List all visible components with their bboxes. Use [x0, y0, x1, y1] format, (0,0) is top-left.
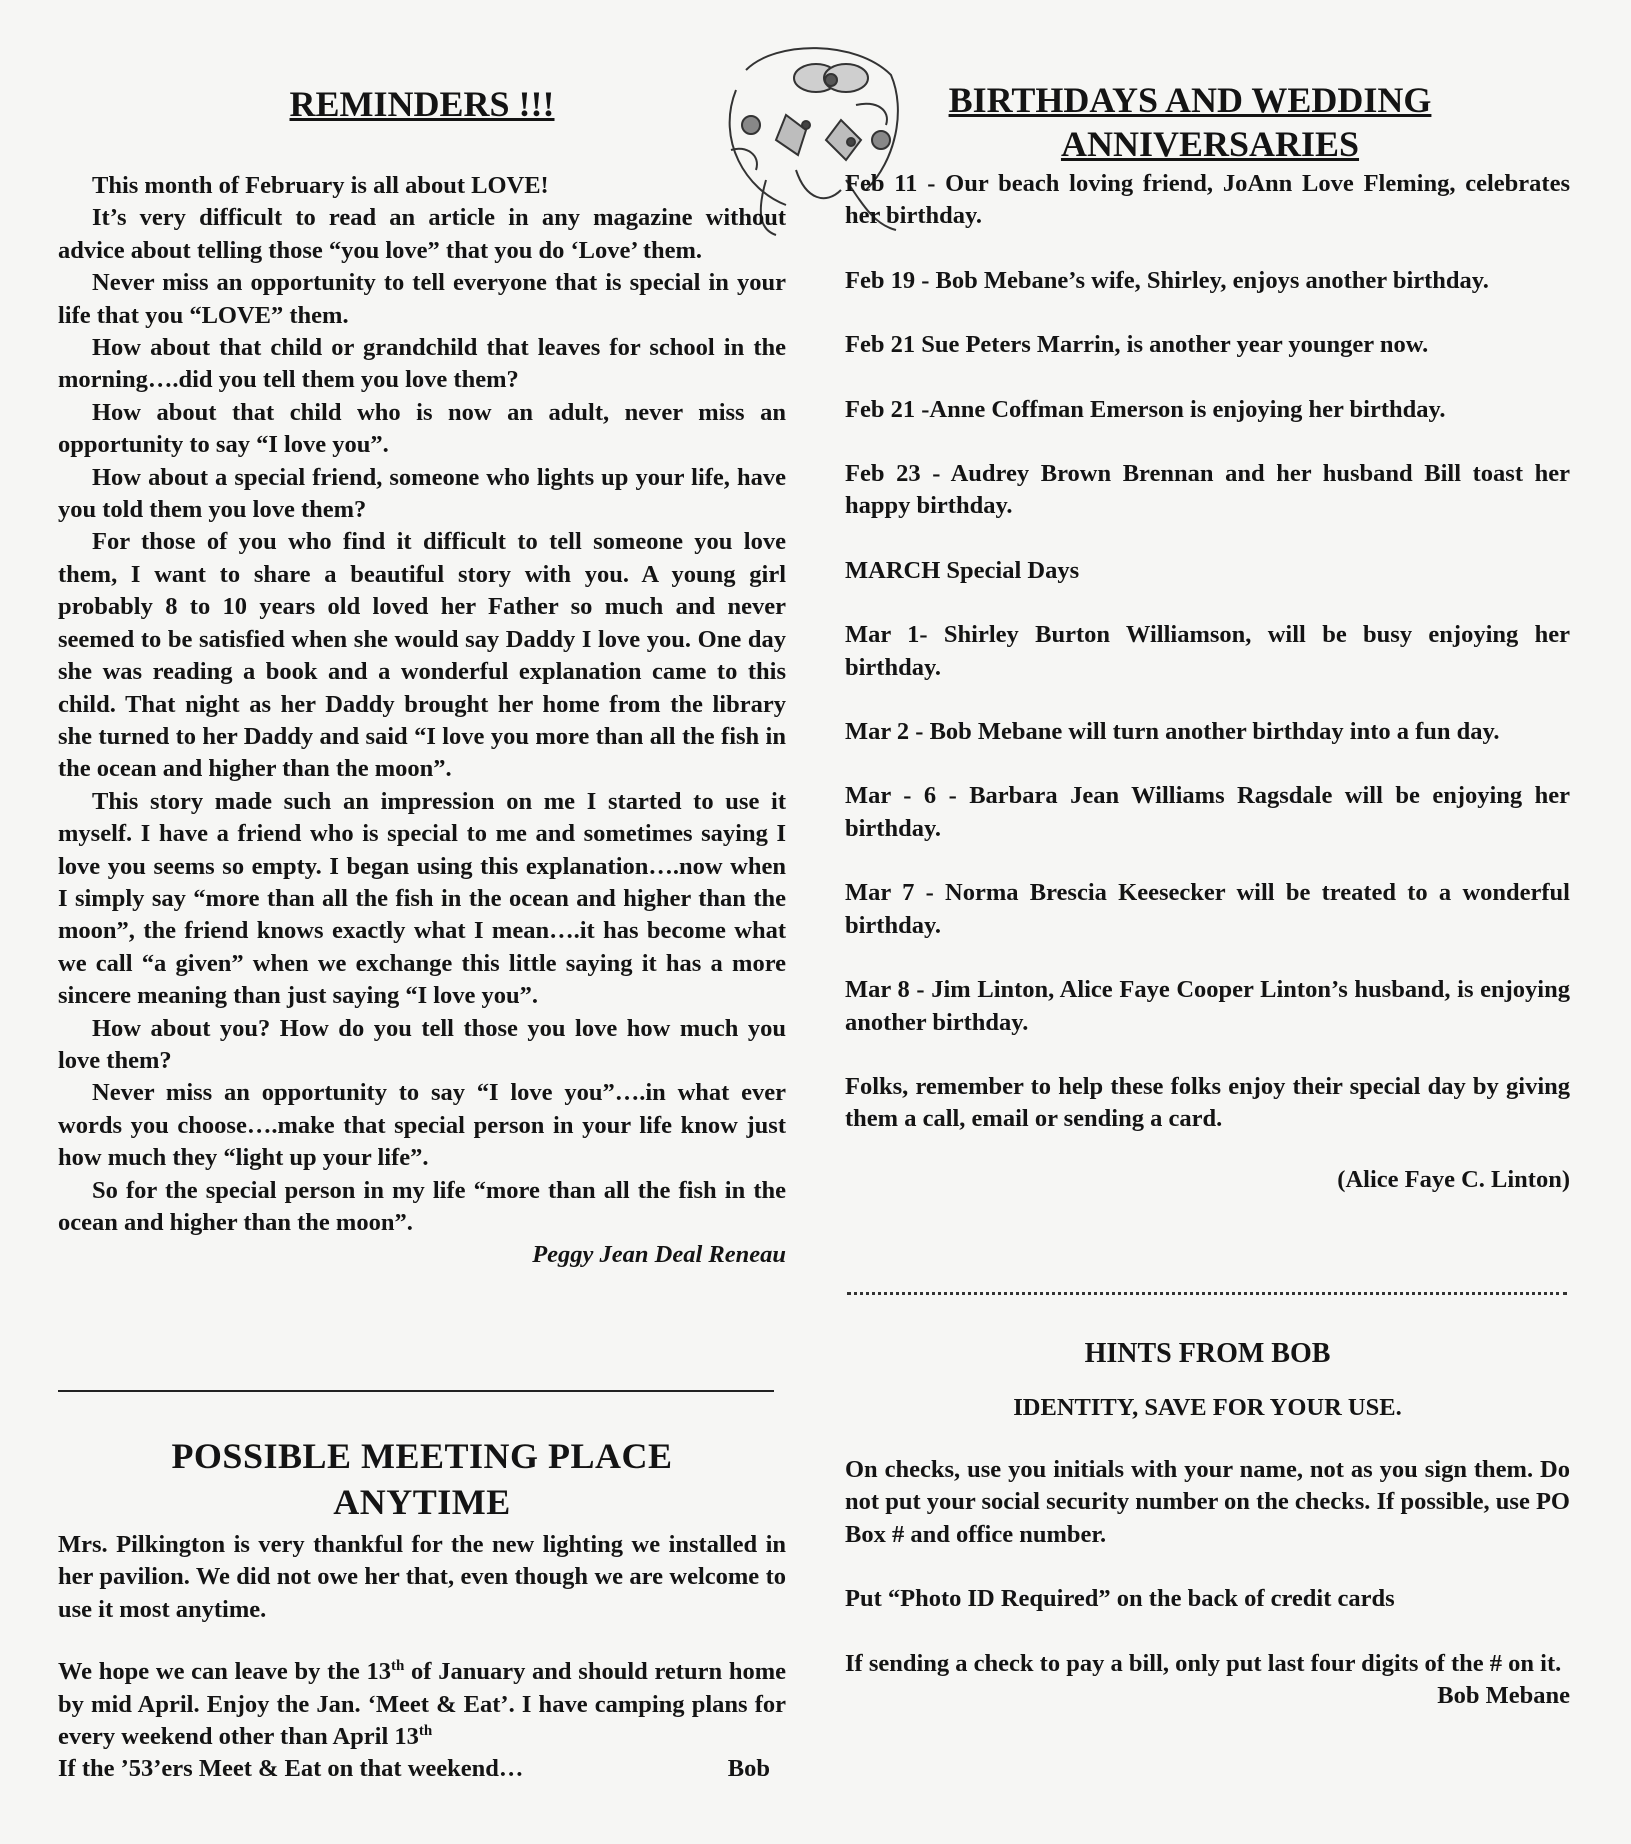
- hints-title: HINTS FROM BOB: [1084, 1338, 1331, 1369]
- birthday-list: [845, 168, 1570, 1194]
- meeting-paragraph-2: [58, 1656, 786, 1753]
- divider: [58, 1390, 774, 1392]
- reminders-paragraph: How about a special friend, someone who lights up your life, have you told them you love them?: [58, 463, 786, 524]
- birthdays-signature: (Alice Faye C. Linton): [1337, 1165, 1570, 1193]
- meeting-last-line: [58, 1753, 786, 1785]
- meeting-title-2: ANYTIME: [333, 1482, 511, 1522]
- birthday-entry: Feb 23 - Audrey Brown Brennan and her husband Bill toast her happy birthday.: [845, 460, 1570, 520]
- ordinal-suffix: th: [418, 1722, 433, 1739]
- birthday-entry: Feb 11 - Our beach loving friend, JoAnn Love Fleming, celebrates her birthday.: [845, 170, 1570, 230]
- birthdays-heading: [895, 78, 1485, 166]
- reminders-paragraph: It’s very difficult to read an article in any magazine without advice about telling those “you love” that you do ‘Love’ them.: [58, 204, 786, 264]
- reminders-paragraph: For those of you who find it difficult to tell someone you love them, I want to share a beautiful story with you. A young girl probably 8 to 10 years old loved her Father so much and never seemed to be satisfied when she would say Daddy I love you. One day she was reading a book and a wonderful explanation came to this child. That night as her Daddy brought her home from the library she turned to her Daddy and said “I love you more than all the fish in the ocean and higher than the moon”.: [58, 528, 786, 783]
- hint-item: If sending a check to pay a bill, only put last four digits of the # on it.: [845, 1649, 1562, 1677]
- ordinal-suffix: th: [390, 1658, 405, 1675]
- birthday-entry: Mar - 6 - Barbara Jean Williams Ragsdale will be enjoying her birthday.: [845, 782, 1570, 842]
- reminders-paragraph: How about that child or grandchild that leaves for school in the morning….did you tell them you love them?: [58, 334, 786, 394]
- birthday-entry: Feb 19 - Bob Mebane’s wife, Shirley, enjoys another birthday.: [845, 266, 1489, 294]
- birthday-entry: Mar 2 - Bob Mebane will turn another birthday into a fun day.: [845, 718, 1500, 746]
- birthday-entry: Mar 1- Shirley Burton Williamson, will be busy enjoying her birthday.: [845, 621, 1570, 681]
- reminders-paragraph: Never miss an opportunity to tell everyone that is special in your life that you “LOVE” them.: [58, 269, 786, 329]
- meeting-text: We hope we can leave by the 13: [58, 1658, 391, 1686]
- reminders-paragraph: This month of February is all about LOVE!: [92, 172, 549, 199]
- reminders-paragraph: Never miss an opportunity to say “I love you”….in what ever words you choose….make that special person in your life know just how much they “light up your life”.: [58, 1079, 786, 1172]
- reminders-body: [58, 170, 786, 1269]
- birthday-entry: Feb 21 Sue Peters Marrin, is another year younger now.: [845, 331, 1429, 359]
- birthday-entry: Feb 21 -Anne Coffman Emerson is enjoying her birthday.: [845, 395, 1446, 423]
- birthday-entry: Mar 7 - Norma Brescia Keesecker will be treated to a wonderful birthday.: [845, 879, 1570, 939]
- hints-section: [845, 1338, 1570, 1710]
- meeting-section: [58, 1433, 786, 1786]
- reminders-paragraph: How about you? How do you tell those you love how much you love them?: [58, 1014, 786, 1074]
- reminders-title: REMINDERS !!!: [289, 84, 555, 124]
- dotted-divider: [847, 1292, 1567, 1295]
- birthdays-title: BIRTHDAYS AND WEDDING: [948, 80, 1432, 120]
- hints-signature: Bob Mebane: [1437, 1682, 1570, 1710]
- birthdays-title-2: ANNIVERSARIES: [1060, 124, 1360, 164]
- meeting-signature: Bob: [727, 1755, 770, 1783]
- reminders-paragraph: This story made such an impression on me I started to use it myself. I have a friend who is special to me and sometimes saying I love you seems so empty. I began using this explanation….now when I simply say “more than all the fish in the ocean and higher than the moon”, the friend knows exactly what I mean….it has become what we call “a given” when we exchange this little saying it has a more sincere meaning than just saying “I love you”.: [58, 787, 786, 1010]
- march-heading: MARCH Special Days: [845, 556, 1080, 584]
- meeting-text: of January and should return home by mid April. Enjoy the Jan. ‘Meet & Eat’. I have camping plans for every weekend other than April 13: [58, 1658, 786, 1751]
- hint-item: Put “Photo ID Required” on the back of credit cards: [845, 1585, 1395, 1613]
- hints-subtitle: IDENTITY, SAVE FOR YOUR USE.: [1013, 1394, 1402, 1421]
- hint-item: On checks, use you initials with your name, not as you sign them. Do not put your social security number on the checks. If possible, use PO Box # and office number.: [845, 1456, 1570, 1548]
- birthday-entry: Mar 8 - Jim Linton, Alice Faye Cooper Linton’s husband, is enjoying another birthday.: [845, 976, 1570, 1036]
- birthday-closing: Folks, remember to help these folks enjoy their special day by giving them a call, email or sending a card.: [845, 1072, 1570, 1133]
- reminders-signature: Peggy Jean Deal Reneau: [532, 1241, 786, 1269]
- reminders-paragraph: So for the special person in my life “more than all the fish in the ocean and higher than the moon”.: [58, 1176, 786, 1236]
- meeting-title: POSSIBLE MEETING PLACE: [171, 1436, 673, 1476]
- reminders-paragraph: How about that child who is now an adult, never miss an opportunity to say “I love you”.: [58, 398, 786, 459]
- meeting-text: If the ’53’ers Meet & Eat on that weekend…: [58, 1755, 524, 1783]
- meeting-paragraph: Mrs. Pilkington is very thankful for the new lighting we installed in her pavilion. We did not owe her that, even though we are welcome to use it most anytime.: [58, 1531, 786, 1623]
